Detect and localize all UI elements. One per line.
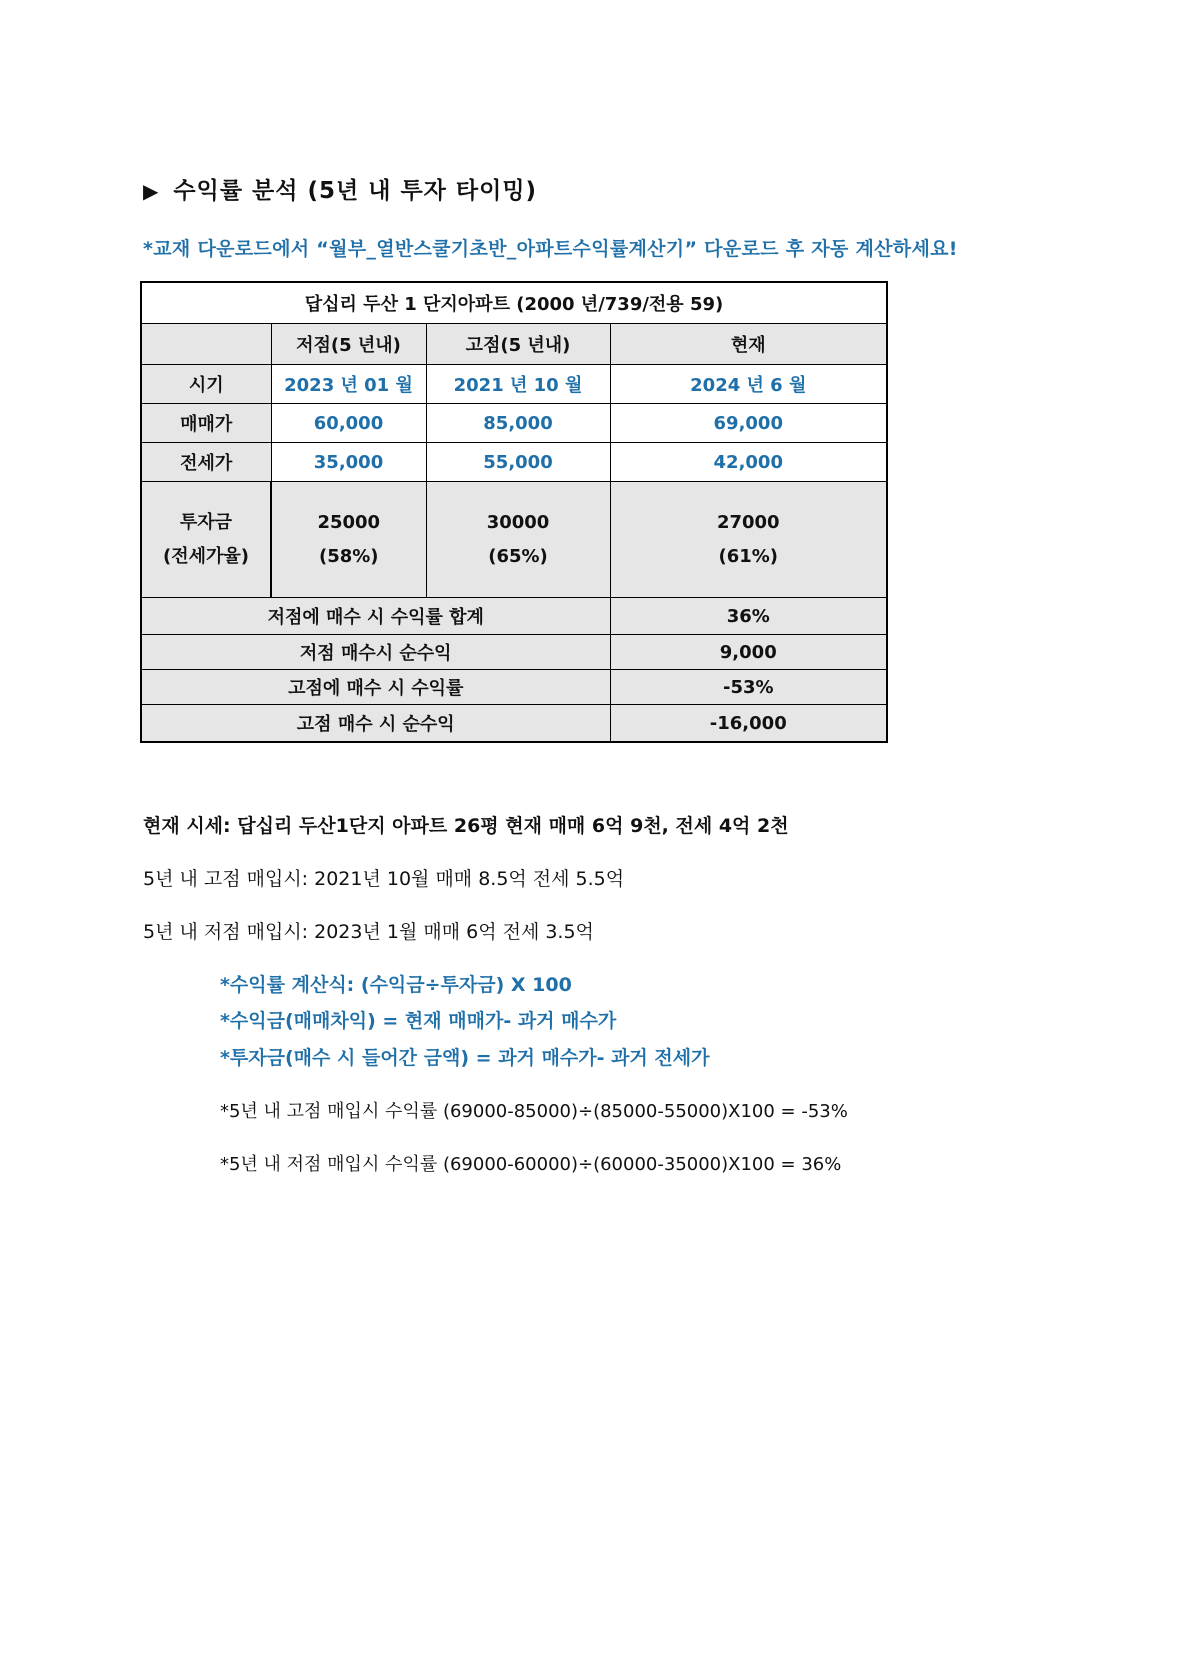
investment-now [610, 482, 887, 598]
summary-row [141, 598, 887, 635]
investment-low-value: 25000 [317, 511, 381, 533]
row-label-investment [141, 482, 271, 598]
table-title: 답십리 두산 1 단지아파트 (2000 년/739/전용 59) [141, 282, 887, 324]
investment-low [271, 482, 426, 598]
jeonse-now: 42,000 [610, 443, 887, 482]
summary-label: 고점 매수 시 순수익 [141, 705, 610, 743]
summary-value: 36% [610, 598, 887, 635]
high-purchase-text: 5년 내 고점 매입시: 2021년 10월 매매 8.5억 전세 5.5억 [143, 868, 625, 890]
period-high: 2021 년 10 월 [426, 365, 610, 404]
section-title: 수익률 분석 (5년 내 투자 타이밍) [173, 178, 538, 204]
investment-now-ratio: (61%) [718, 545, 779, 567]
jeonse-low: 35,000 [271, 443, 426, 482]
download-notice: *교재 다운로드에서 “월부_열반스쿨기초반_아파트수익률계산기” 다운로드 후 자동 계산하세요! [143, 238, 958, 260]
low-purchase-text: 5년 내 저점 매입시: 2023년 1월 매매 6억 전세 3.5억 [143, 921, 594, 943]
investment-high [426, 482, 610, 598]
sale-now: 69,000 [610, 404, 887, 443]
jeonse-high: 55,000 [426, 443, 610, 482]
investment-now-value: 27000 [716, 511, 780, 533]
sale-high: 85,000 [426, 404, 610, 443]
header-empty [141, 324, 271, 365]
summary-row [141, 670, 887, 705]
play-arrow-icon: ▶ [143, 179, 160, 203]
table-row-period [141, 365, 887, 404]
calc-low-return: *5년 내 저점 매입시 수익률 (69000-60000)÷(60000-35000)X100 = 36% [220, 1154, 842, 1175]
section-heading [143, 172, 537, 205]
sale-low: 60,000 [271, 404, 426, 443]
row-label-jeonse: 전세가 [141, 443, 271, 482]
return-analysis-table [140, 281, 888, 743]
summary-label: 저점 매수시 순수익 [141, 635, 610, 670]
period-now: 2024 년 6 월 [610, 365, 887, 404]
investment-sublabel: (전세가율) [162, 545, 249, 567]
current-price-text: 현재 시세: 답십리 두산1단지 아파트 26평 현재 매매 6억 9천, 전세 4억 2천 [143, 815, 789, 837]
summary-value: -53% [610, 670, 887, 705]
summary-label: 저점에 매수 시 수익률 합계 [141, 598, 610, 635]
summary-label: 고점에 매수 시 수익률 [141, 670, 610, 705]
summary-value: -16,000 [610, 705, 887, 743]
summary-row [141, 635, 887, 670]
table-row-jeonse [141, 443, 887, 482]
formula-investment: *투자금(매수 시 들어간 금액) = 과거 매수가- 과거 전세가 [220, 1047, 710, 1069]
header-now: 현재 [610, 324, 887, 365]
summary-value: 9,000 [610, 635, 887, 670]
calc-high-return: *5년 내 고점 매입시 수익률 (69000-85000)÷(85000-55000)X100 = -53% [220, 1101, 848, 1122]
period-low: 2023 년 01 월 [271, 365, 426, 404]
investment-label: 투자금 [179, 511, 233, 533]
investment-high-ratio: (65%) [488, 545, 548, 567]
investment-high-value: 30000 [486, 511, 550, 533]
formula-profit: *수익금(매매차익) = 현재 매매가- 과거 매수가 [220, 1010, 617, 1032]
table-row-investment [141, 482, 887, 598]
formula-return-rate: *수익률 계산식: (수익금÷투자금) X 100 [220, 974, 572, 996]
investment-low-ratio: (58%) [318, 545, 379, 567]
summary-row [141, 705, 887, 743]
header-high: 고점(5 년내) [426, 324, 610, 365]
table-header-row [141, 324, 887, 365]
row-label-sale: 매매가 [141, 404, 271, 443]
row-label-period: 시기 [141, 365, 271, 404]
header-low: 저점(5 년내) [271, 324, 426, 365]
table-row-sale [141, 404, 887, 443]
